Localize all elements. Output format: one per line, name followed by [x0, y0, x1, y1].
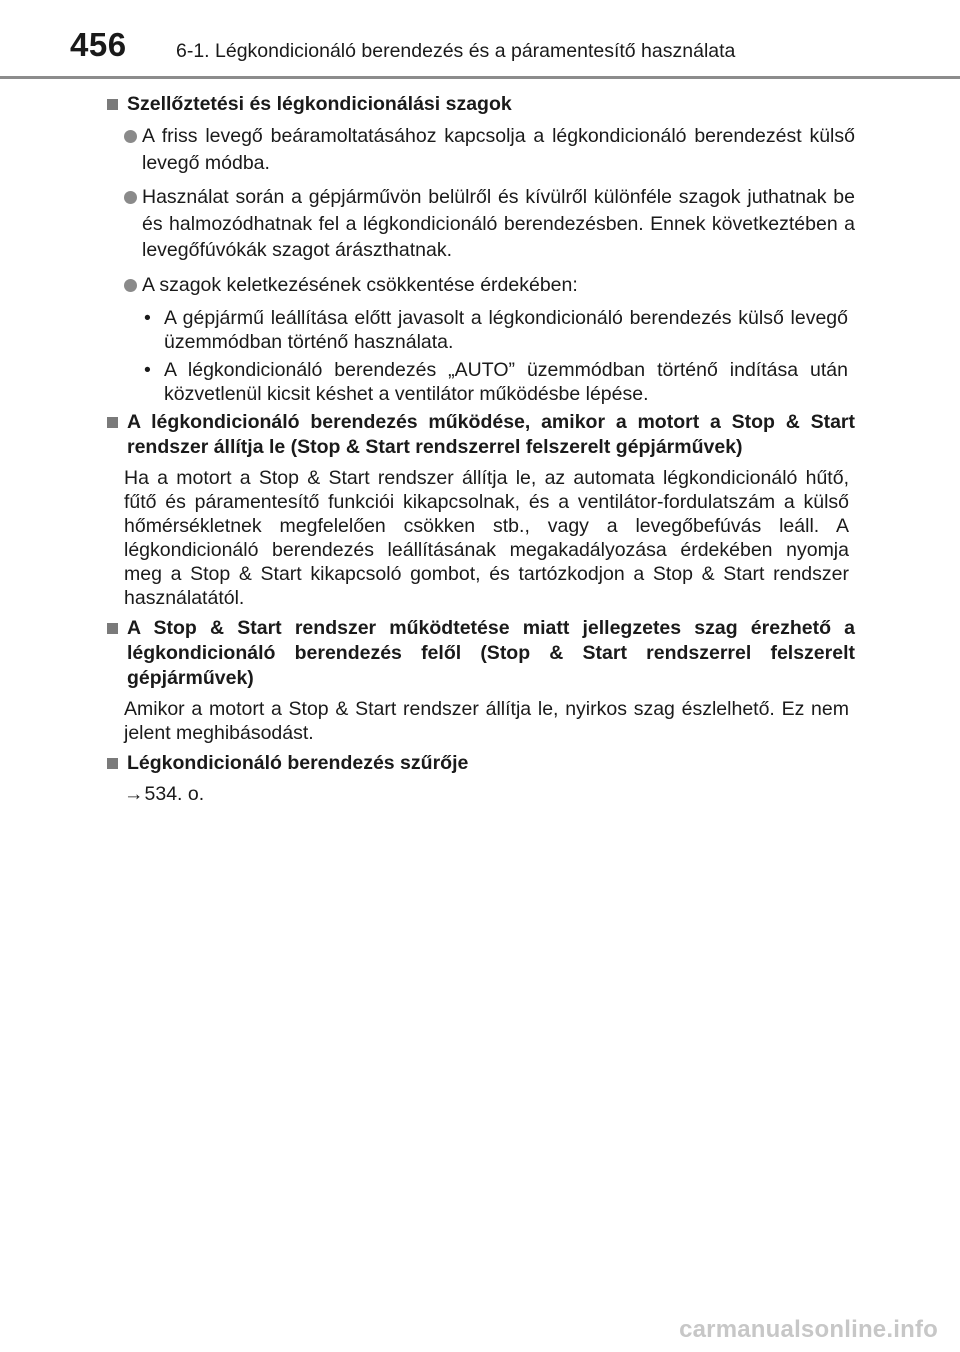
list-item-text: Használat során a gépjárművön belülről és kívülről különféle szagok juthatnak be és halmozódhatnak fel a légkondicionáló berendezésben. Ennek következtében a levegőfúvókák szagot árászthatnak. — [142, 186, 855, 261]
page-reference-text: 534. o. — [144, 783, 205, 805]
circle-bullet-icon — [124, 191, 137, 204]
list-item-text: A friss levegő beáramoltatásához kapcsolja a légkondicionáló berendezést külső levegő módba. — [142, 125, 855, 174]
circle-bullet-icon — [124, 130, 137, 143]
list-item-text: A szagok keletkezésének csökkentése érdekében: — [142, 273, 578, 296]
list-item — [124, 184, 855, 264]
page-reference[interactable] — [124, 782, 855, 806]
dot-bullet-icon: • — [144, 359, 151, 381]
section-title: A Stop & Start rendszer működtetése miatt jellegzetes szag érezhető a légkondicionáló berendezés felől (Stop & Start rendszerrel felszerelt gépjárművek) — [127, 617, 855, 689]
square-bullet-icon — [107, 623, 118, 634]
arrow-right-icon: → — [124, 783, 144, 805]
page-header — [0, 0, 960, 80]
section-ac-stop-start — [107, 410, 855, 610]
header-divider — [0, 76, 960, 79]
page-number: 456 — [70, 26, 127, 63]
section-body: Amikor a motort a Stop & Start rendszer állítja le, nyirkos szag észlelhető. Ez nem jelent meghibásodást. — [124, 698, 849, 744]
section-heading — [107, 616, 855, 691]
section-ac-filter — [107, 751, 855, 806]
section-ventilation-odors — [107, 92, 855, 406]
section-title: Légkondicionáló berendezés szűrője — [127, 752, 469, 774]
section-heading — [107, 751, 855, 776]
list-item — [124, 272, 855, 299]
list-item — [124, 123, 855, 176]
circle-bullet-icon — [124, 279, 137, 292]
page-content — [107, 92, 855, 810]
sub-list-item-text: A légkondicionáló berendezés „AUTO” üzemmódban történő indítása után közvetlenül kicsit késhet a ventilátor működésbe lépése. — [164, 359, 848, 405]
watermark: carmanualsonline.info — [679, 1316, 938, 1343]
square-bullet-icon — [107, 99, 118, 110]
section-title: A légkondicionáló berendezés működése, amikor a motort a Stop & Start rendszer állítja le (Stop & Start rendszerrel felszerelt gépjárművek) — [127, 411, 855, 458]
section-stop-start-odor — [107, 616, 855, 745]
section-body: Ha a motort a Stop & Start rendszer állítja le, az automata légkondicionáló hűtő, fűtő és páramentesítő funkciói kikapcsolnak, és a ventilátor-fordulatszám a külső hőmérsékletnek megfelelően csökken stb., vagy a levegőbefúvás leáll. A légkondicionáló berendezés leállításának megakadályozása érdekében nyomja meg a Stop & Start kikapcsoló gombot, és tartózkodjon a Stop & Start rendszer használatától. — [124, 467, 849, 609]
dot-bullet-icon: • — [144, 307, 151, 329]
section-heading — [107, 410, 855, 460]
section-heading — [107, 92, 855, 117]
chapter-title: 6-1. Légkondicionáló berendezés és a páramentesítő használata — [176, 40, 736, 62]
section-title: Szellőztetési és légkondicionálási szagok — [127, 93, 512, 115]
square-bullet-icon — [107, 417, 118, 428]
square-bullet-icon — [107, 758, 118, 769]
sub-list-item — [144, 358, 848, 406]
sub-list-item-text: A gépjármű leállítása előtt javasolt a légkondicionáló berendezés külső levegő üzemmódban történő használata. — [164, 307, 848, 353]
sub-list-item — [144, 306, 848, 354]
